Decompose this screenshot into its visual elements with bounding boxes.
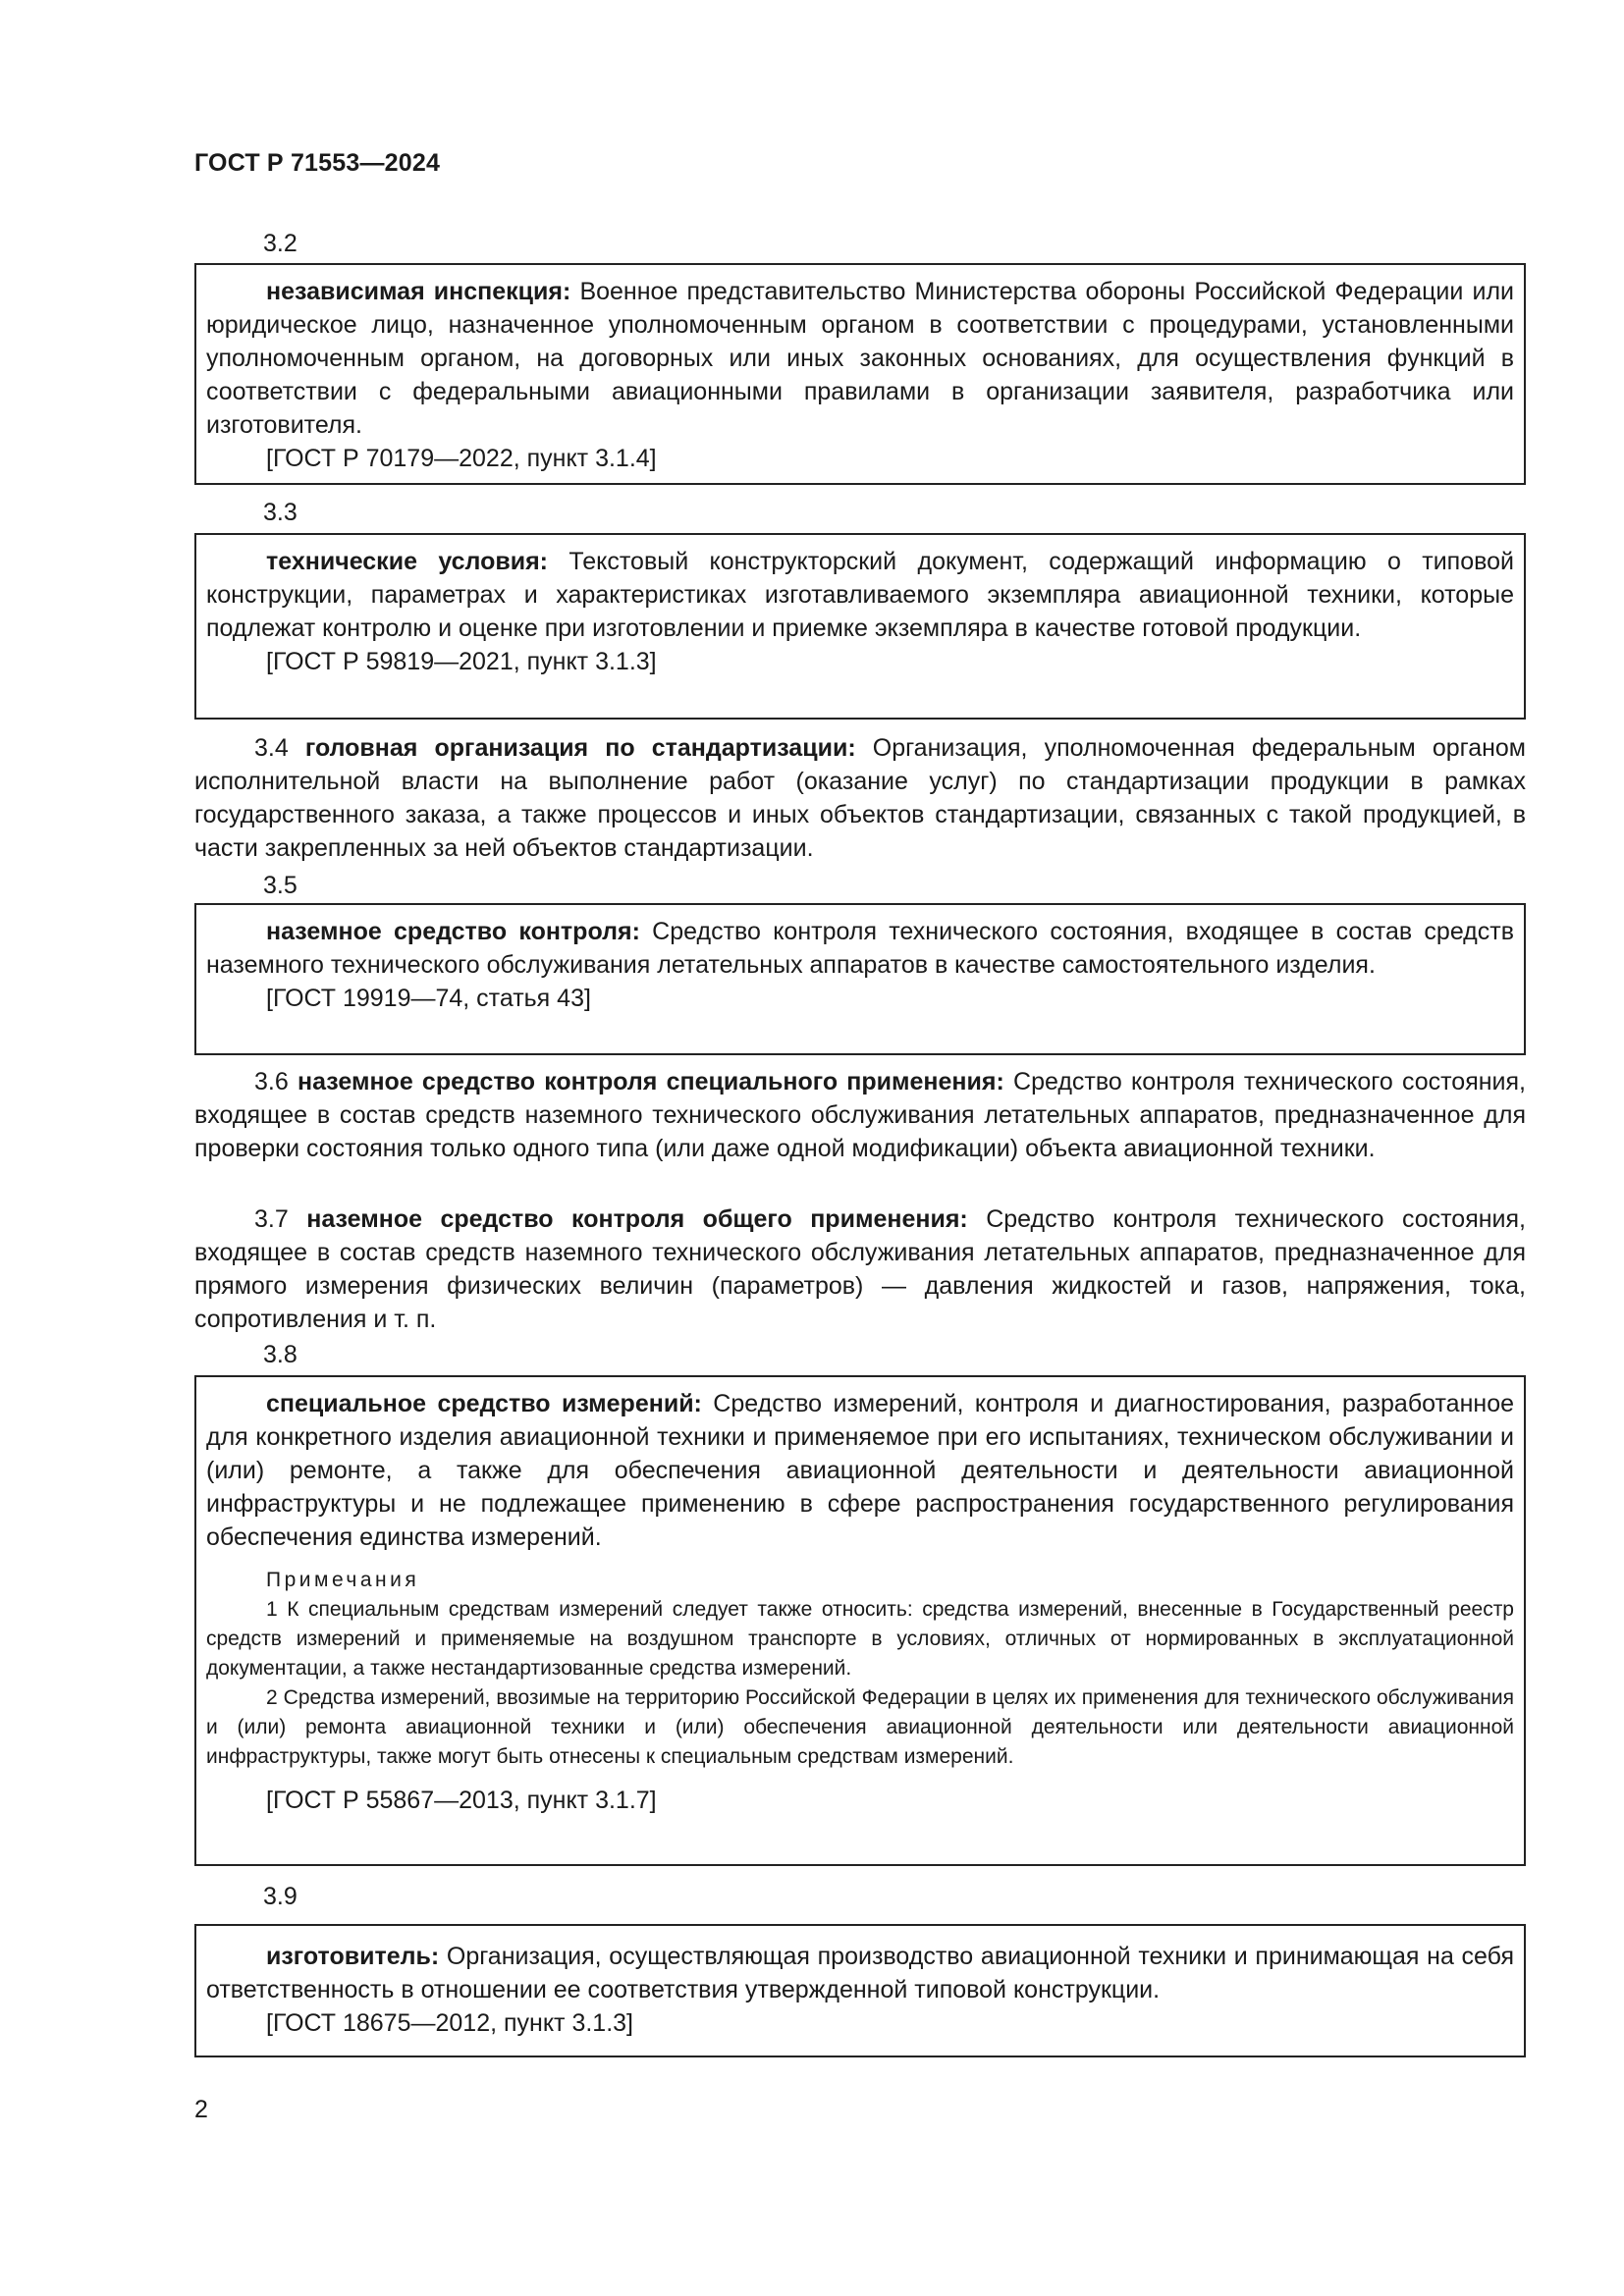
term-3-6: наземное средство контроля специального применения: [297, 1068, 1004, 1095]
definition-text-3-3: Текстовый конструкторский документ, содержащий информацию о типовой конструкции, параметрах и характеристиках изготавливаемого экземпляра авиационной техники, которые подлежат контролю и оценке при изготовлении и приемке экземпляра в качестве готовой продукции. [206, 548, 1514, 642]
item-number-3-3: 3.3 [263, 499, 298, 526]
page-number: 2 [194, 2096, 208, 2123]
definition-3-7 [194, 1202, 1526, 1336]
definition-text-3-5: Средство контроля технического состояния, входящее в состав средств наземного технического обслуживания летательных аппаратов в качестве самостоятельного изделия. [206, 918, 1514, 979]
reference-3-2: [ГОСТ Р 70179—2022, пункт 3.1.4] [266, 445, 657, 472]
term-3-3: технические условия: [266, 548, 549, 575]
reference-3-5: [ГОСТ 19919—74, статья 43] [266, 985, 591, 1012]
item-number-3-5: 3.5 [263, 872, 298, 899]
note-1: 1 К специальным средствам измерений следует также относить: средства измерений, внесенные в Государственный реестр средств измерений и применяемые на воздушном транспорте в условиях, отличных от нормированных в эксплуатационной документации, а также нестандартизованные средства измерений. [206, 1598, 1514, 1680]
reference-3-9: [ГОСТ 18675—2012, пункт 3.1.3] [266, 2009, 633, 2037]
term-3-2: независимая инспекция: [266, 278, 571, 305]
reference-3-3: [ГОСТ Р 59819—2021, пункт 3.1.3] [266, 648, 657, 675]
definition-3-3 [206, 545, 1514, 645]
definition-box-3-3 [194, 533, 1526, 720]
definition-3-2 [206, 275, 1514, 442]
term-3-7: наземное средство контроля общего применения: [306, 1205, 968, 1233]
item-number-3-7: 3.7 [254, 1205, 289, 1233]
item-number-3-2: 3.2 [263, 230, 298, 257]
definition-text-3-6: Средство контроля технического состояния, входящее в состав средств наземного технического обслуживания летательных аппаратов, предназначенное для проверки состояния только одного типа (или даже одной модификации) объекта авиационной техники. [194, 1068, 1527, 1162]
item-number-3-6: 3.6 [254, 1068, 289, 1095]
notes-title: Примечания [266, 1569, 420, 1591]
definition-box-3-9 [194, 1924, 1526, 2057]
item-number-3-8: 3.8 [263, 1341, 298, 1368]
definition-box-3-5 [194, 903, 1526, 1055]
definition-text-3-4: Организация, уполномоченная федеральным органом исполнительной власти на выполнение работ (оказание услуг) по стандартизации продукции в рамках государственного заказа, а также процессов и иных объектов стандартизации, связанных с такой продукцией, в части закрепленных за ней объектов стандартизации. [194, 734, 1526, 862]
note-2: 2 Средства измерений, ввозимые на территорию Российской Федерации в целях их применения для технического обслуживания и (или) ремонта авиационной техники и (или) обеспечения авиационной деятельности или деятельности авиационной инфраструктуры, также могут быть отнесены к специальным средствам измерений. [206, 1686, 1514, 1768]
term-3-4: головная организация по стандартизации: [304, 734, 856, 762]
definition-3-8 [206, 1387, 1514, 1554]
definition-block-3-6 [194, 1065, 1526, 1165]
definition-block-3-7 [194, 1202, 1526, 1336]
definition-text-3-8: Средство измерений, контроля и диагностирования, разработанное для конкретного изделия авиационной техники и применяемое при его испытаниях, техническом обслуживании и (или) ремонте, а также для обеспечения авиационной деятельности и деятельности авиационной инфраструктуры и не подлежащее применению в сфере распространения государственного регулирования обеспечения единства измерений. [206, 1390, 1514, 1551]
definition-block-3-4 [194, 731, 1526, 865]
item-number-3-9: 3.9 [263, 1883, 298, 1910]
term-3-8: специальное средство измерений: [266, 1390, 702, 1417]
definition-text-3-9: Организация, осуществляющая производство авиационной техники и принимающая на себя ответственность в отношении ее соответствия утвержденной типовой конструкции. [206, 1943, 1514, 2003]
definition-3-5 [206, 915, 1514, 982]
term-3-9: изготовитель: [266, 1943, 440, 1970]
definition-3-9 [206, 1940, 1514, 2006]
reference-3-8: [ГОСТ Р 55867—2013, пункт 3.1.7] [266, 1787, 657, 1814]
definition-text-3-2: Военное представительство Министерства обороны Российской Федерации или юридическое лицо, назначенное уполномоченным органом в соответствии с процедурами, установленными уполномоченным органом, на договорных или иных законных основаниях, для осуществления функций в соответствии с федеральными авиационными правилами в организации заявителя, разработчика или изготовителя. [206, 278, 1514, 439]
definition-box-3-2 [194, 263, 1526, 485]
definition-3-4 [194, 731, 1526, 865]
document-header: ГОСТ Р 71553—2024 [194, 149, 441, 177]
definition-box-3-8 [194, 1375, 1526, 1866]
definition-text-3-7: Средство контроля технического состояния, входящее в состав средств наземного технического обслуживания летательных аппаратов, предназначенное для прямого измерения физических величин (параметров) — давления жидкостей и газов, напряжения, тока, сопротивления и т. п. [194, 1205, 1526, 1333]
definition-3-6 [194, 1065, 1526, 1165]
term-3-5: наземное средство контроля: [266, 918, 640, 945]
item-number-3-4: 3.4 [254, 734, 289, 762]
